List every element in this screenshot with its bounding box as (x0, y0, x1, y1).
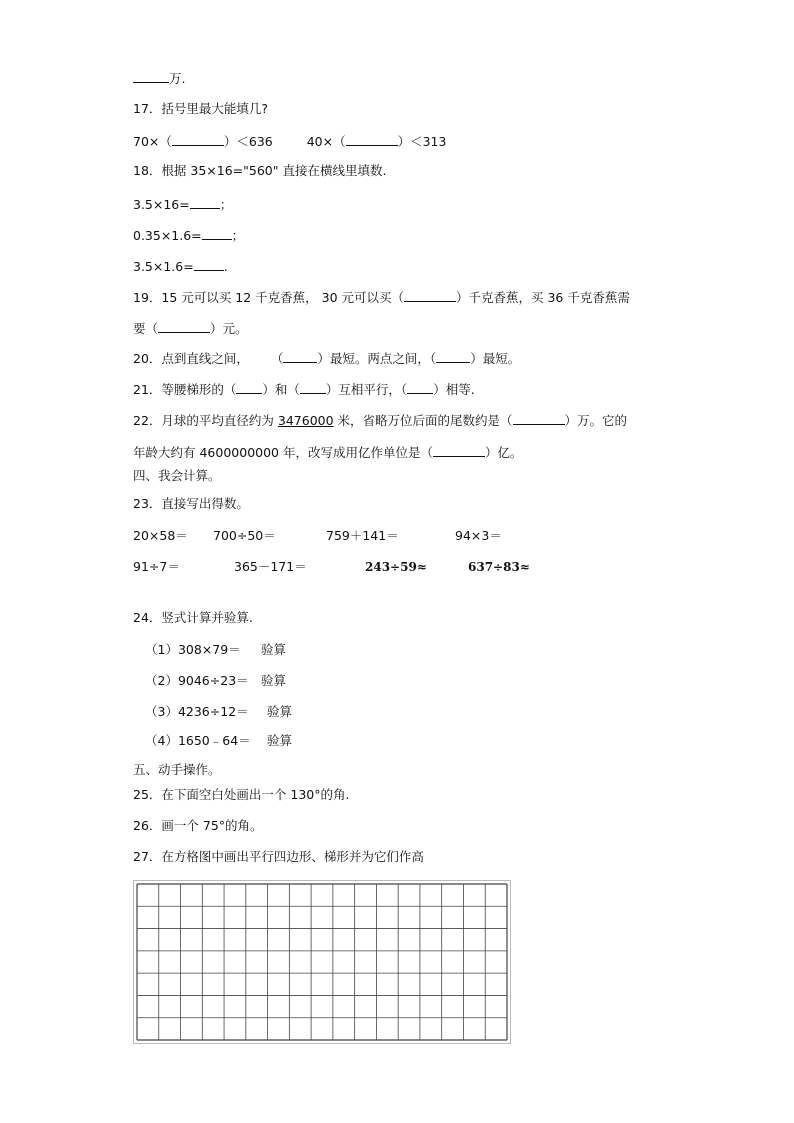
q18-line-3: 3.5×1.6= . (133, 259, 228, 274)
answer-blank[interactable] (172, 133, 224, 146)
q24-expr: （2）9046÷23＝ (145, 673, 249, 688)
q20: 20．点到直线之间， （ ）最短。两点之间，（ ）最短。 (133, 351, 521, 366)
q23-item: 243÷59≈ (365, 560, 427, 574)
answer-blank[interactable] (436, 350, 470, 363)
q19-line-1: 19．15 元可以买 12 千克香蕉， 30 元可以买（ ）千克香蕉，买 36 千克香蕉需 (133, 290, 630, 305)
q26: 26．画一个 75°的角。 (133, 818, 263, 833)
q24-check: 验算 (261, 642, 287, 657)
q24-check: 验算 (267, 704, 293, 719)
q23-item: 94×3＝ (455, 528, 502, 543)
square-grid[interactable] (133, 880, 511, 1044)
q23-item: 365－171＝ (234, 559, 307, 574)
answer-blank[interactable] (133, 70, 169, 83)
q24-expr: （4）1650﹣64＝ (145, 733, 251, 748)
q22-line-2: 年龄大约有 4600000000 年，改写成用亿作单位是（ ）亿。 (133, 445, 523, 460)
q23-title: 23．直接写出得数。 (133, 496, 249, 511)
q25: 25．在下面空白处画出一个 130°的角. (133, 787, 350, 802)
q22-line-1: 22．月球的平均直径约为 3476000 米，省略万位后面的尾数约是（ ）万。它的 (133, 413, 628, 428)
answer-blank[interactable] (407, 381, 433, 394)
grid-frame (134, 881, 511, 1044)
answer-blank[interactable] (513, 412, 565, 425)
q23-item: 700÷50＝ (213, 528, 276, 543)
answer-blank[interactable] (236, 381, 262, 394)
answer-blank[interactable] (283, 350, 317, 363)
q21: 21．等腰梯形的（ ）和（ ）互相平行，（ ）相等. (133, 382, 475, 397)
q24-expr: （1）308×79＝ (145, 642, 241, 657)
answer-blank[interactable] (202, 227, 232, 240)
q18-line-1: 3.5×16= ； (133, 197, 233, 212)
q19-line-2: 要（ ）元。 (133, 321, 248, 336)
q23-item: 759＋141＝ (326, 528, 399, 543)
q17-title: 17．括号里最大能填几? (133, 101, 269, 116)
answer-blank[interactable] (194, 258, 224, 271)
q17-expressions: 70×（ ）＜636 40×（ ）＜313 (133, 134, 447, 149)
answer-blank[interactable] (404, 289, 456, 302)
q16-tail: 万. (133, 70, 185, 87)
answer-blank[interactable] (346, 133, 398, 146)
q24-check: 验算 (261, 673, 287, 688)
q24-expr: （3）4236÷12＝ (145, 704, 249, 719)
q18-line-2: 0.35×1.6= ； (133, 228, 245, 243)
q18-title: 18．根据 35×16="560" 直接在横线里填数. (133, 163, 387, 178)
q24-title: 24．竖式计算并验算. (133, 610, 253, 625)
section-heading-5: 五、动手操作。 (133, 762, 221, 777)
answer-blank[interactable] (300, 381, 326, 394)
section-heading-4: 四、我会计算。 (133, 468, 221, 483)
q23-item: 637÷83≈ (468, 560, 530, 574)
q24-check: 验算 (267, 733, 293, 748)
answer-blank[interactable] (433, 444, 485, 457)
q23-item: 91÷7＝ (133, 559, 180, 574)
diameter-number: 3476000 (277, 413, 334, 428)
q23-item: 20×58＝ (133, 528, 188, 543)
q27: 27．在方格图中画出平行四边形、梯形并为它们作高 (133, 849, 424, 864)
answer-blank[interactable] (158, 320, 210, 333)
answer-blank[interactable] (190, 196, 220, 209)
